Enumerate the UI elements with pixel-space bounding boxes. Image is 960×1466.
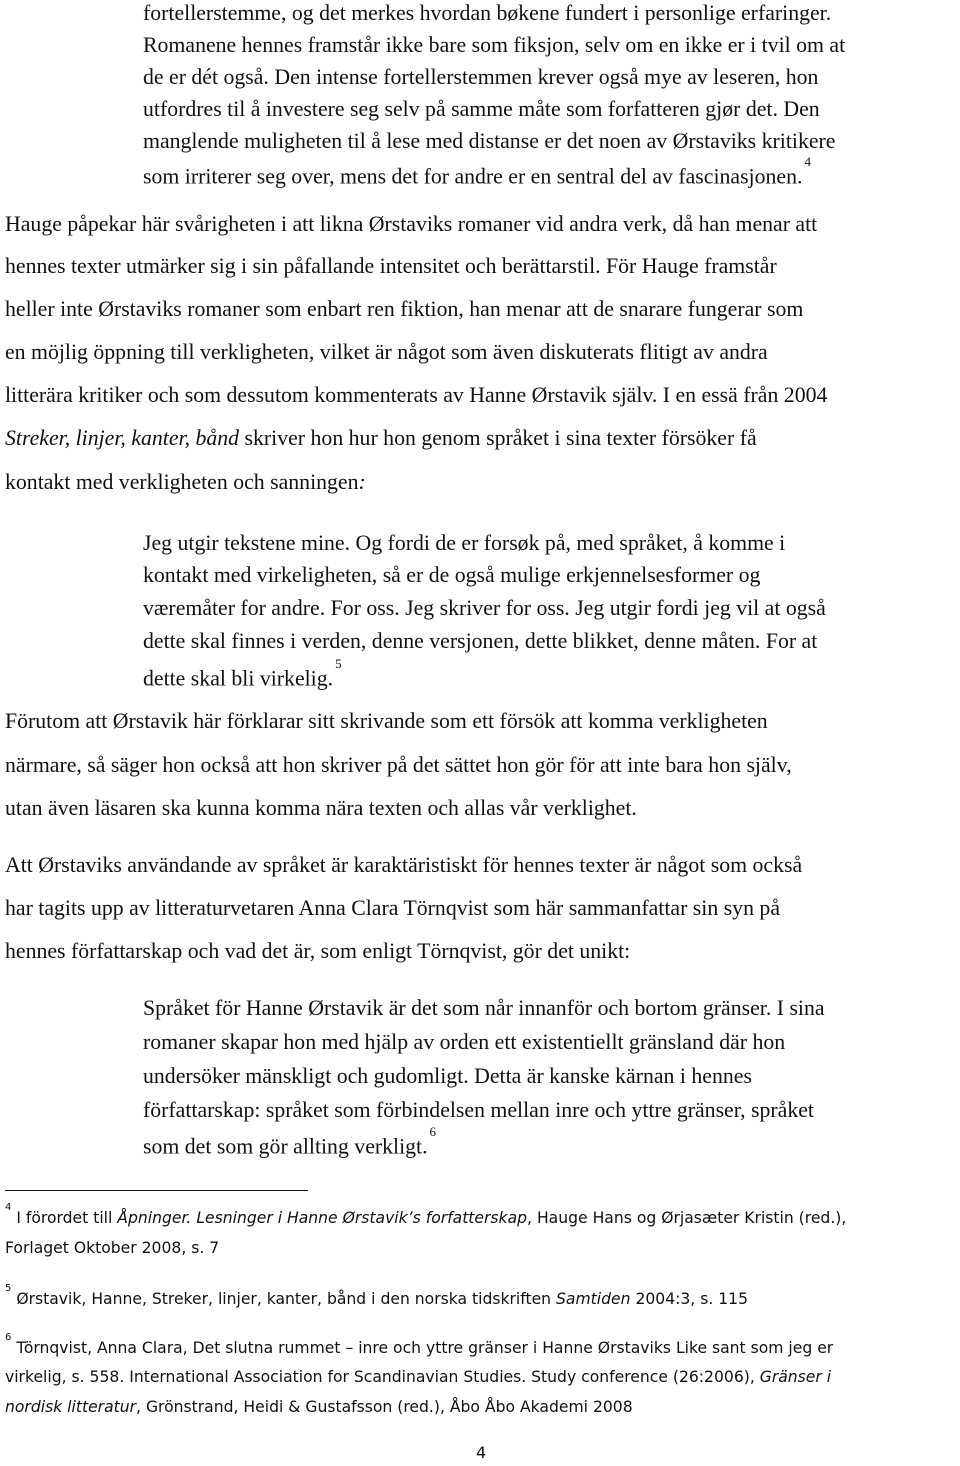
- footnote-4: [5, 1202, 847, 1228]
- text-line: Att Ørstaviks användande av språket är karaktäristiskt för hennes texter är något som också: [5, 853, 803, 877]
- footnote-number: 4: [5, 1202, 12, 1213]
- footnote-separator: [5, 1190, 308, 1191]
- text-line: heller inte Ørstaviks romaner som enbart ren fiktion, han menar att de snarare fungerar som: [5, 297, 804, 321]
- footnote-5: [5, 1283, 749, 1309]
- footnote-number: 5: [5, 1283, 12, 1294]
- text-span: kontakt med verkligheten och sanningen: [5, 470, 359, 494]
- page-number: 4: [476, 1443, 487, 1462]
- text-span: I förordet till: [11, 1209, 118, 1228]
- text-line: [5, 472, 366, 494]
- text-line: Romanene hennes framstår ikke bare som fiksjon, selv om en ikke er i tvil om at: [143, 33, 846, 57]
- text-span: Törnqvist, Anna Clara, Det slutna rummet – inre och yttre gränser i Hanne Ørstaviks Like sant som jeg er: [11, 1339, 834, 1358]
- book-title: Åpninger. Lesninger i Hanne Ørstavik’s forfatterskap: [117, 1209, 528, 1228]
- text-line: Språket för Hanne Ørstavik är det som når innanför och bortom gränser. I sina: [143, 996, 825, 1020]
- text-line: [143, 154, 811, 189]
- text-span: virkelig, s. 558. International Association for Scandinavian Studies. Study conference (26:2006),: [5, 1368, 760, 1386]
- text-line: væremåter for andre. For oss. Jeg skriver for oss. Jeg utgir fordi jeg vil at også: [143, 596, 826, 620]
- text-line: Hauge påpekar här svårigheten i att likna Ørstaviks romaner vid andra verk, då han menar att: [5, 212, 818, 236]
- text-line: utfordres til å investere seg selv på samme måte som forfatteren gjør det. Den: [143, 97, 820, 121]
- text-line: manglende muligheten til å lese med distanse er det noen av Ørstaviks kritikere: [143, 129, 836, 153]
- text-line: undersöker mänskligt och gudomligt. Detta är kanske kärnan i hennes: [143, 1064, 752, 1088]
- text-line: kontakt med virkeligheten, så er de også mulige erkjennelsesformer og: [143, 563, 761, 587]
- footnote-ref-6: 6: [429, 1124, 437, 1139]
- text-line: romaner skapar hon med hjälp av orden ett existentiellt gränsland där hon: [143, 1030, 786, 1054]
- book-title: Gränser i: [759, 1368, 832, 1386]
- text-line: närmare, så säger hon också att hon skriver på det sättet hon gör för att inte bara hon själv,: [5, 753, 792, 777]
- text-line: har tagits upp av litteraturvetaren Anna Clara Törnqvist som här sammanfattar sin syn på: [5, 896, 780, 920]
- text-line: [143, 656, 342, 691]
- text-span: dette skal bli virkelig.: [143, 666, 334, 691]
- text-line: [5, 428, 757, 450]
- text-line: författarskap: språket som förbindelsen mellan inre och yttre gränser, språket: [143, 1098, 814, 1122]
- text-span: som irriterer seg over, mens det for andre er en sentral del av fascinasjonen.: [143, 164, 803, 189]
- text-line: fortellerstemme, og det merkes hvordan bøkene fundert i personlige erfaringer.: [143, 1, 832, 25]
- book-title: nordisk litteratur: [5, 1398, 137, 1416]
- text-line: utan även läsaren ska kunna komma nära texten och allas vår verklighet.: [5, 796, 637, 820]
- essay-title: Streker, linjer, kanter, bånd: [5, 426, 240, 450]
- text-span: Ørstavik, Hanne, Streker, linjer, kanter, bånd i den norska tidskriften: [11, 1290, 557, 1309]
- text-span: skriver hon hur hon genom språket i sina texter försöker få: [239, 426, 757, 450]
- text-line: Förutom att Ørstavik här förklarar sitt skrivande som ett försök att komma verkligheten: [5, 709, 768, 733]
- text-span: , Grönstrand, Heidi & Gustafsson (red.), Åbo Åbo Akademi 2008: [136, 1398, 633, 1416]
- footnote-6-line2: [5, 1370, 831, 1386]
- text-span: 2004:3, s. 115: [630, 1290, 749, 1309]
- text-line: en möjlig öppning till verkligheten, vilket är något som även diskuterats flitigt av andra: [5, 340, 768, 364]
- text-line: [143, 1124, 437, 1159]
- text-span: :: [358, 470, 366, 494]
- text-line: hennes författarskap och vad det är, som enligt Törnqvist, gör det unikt:: [5, 939, 631, 963]
- footnote-ref-5: 5: [335, 656, 342, 671]
- text-line: hennes texter utmärker sig i sin påfallande intensitet och berättarstil. För Hauge framstår: [5, 254, 777, 278]
- journal-title: Samtiden: [556, 1290, 631, 1309]
- footnote-6: [5, 1332, 834, 1358]
- text-span: , Hauge Hans og Ørjasæter Kristin (red.),: [527, 1209, 847, 1228]
- text-line: de er dét også. Den intense fortellerstemmen krever også mye av leseren, hon: [143, 65, 819, 89]
- text-line: Jeg utgir tekstene mine. Og fordi de er forsøk på, med språket, å komme i: [143, 531, 786, 555]
- text-span: som det som gör allting verkligt.: [143, 1134, 428, 1159]
- footnote-4-line2: Forlaget Oktober 2008, s. 7: [5, 1239, 220, 1257]
- footnote-number: 6: [5, 1332, 12, 1343]
- footnote-6-line3: [5, 1400, 633, 1416]
- footnote-ref-4: 4: [804, 154, 811, 169]
- text-line: dette skal finnes i verden, denne versjonen, dette blikket, denne måten. For at: [143, 629, 818, 653]
- text-line: litterära kritiker och som dessutom kommenterats av Hanne Ørstavik själv. I en essä från 2004: [5, 383, 828, 407]
